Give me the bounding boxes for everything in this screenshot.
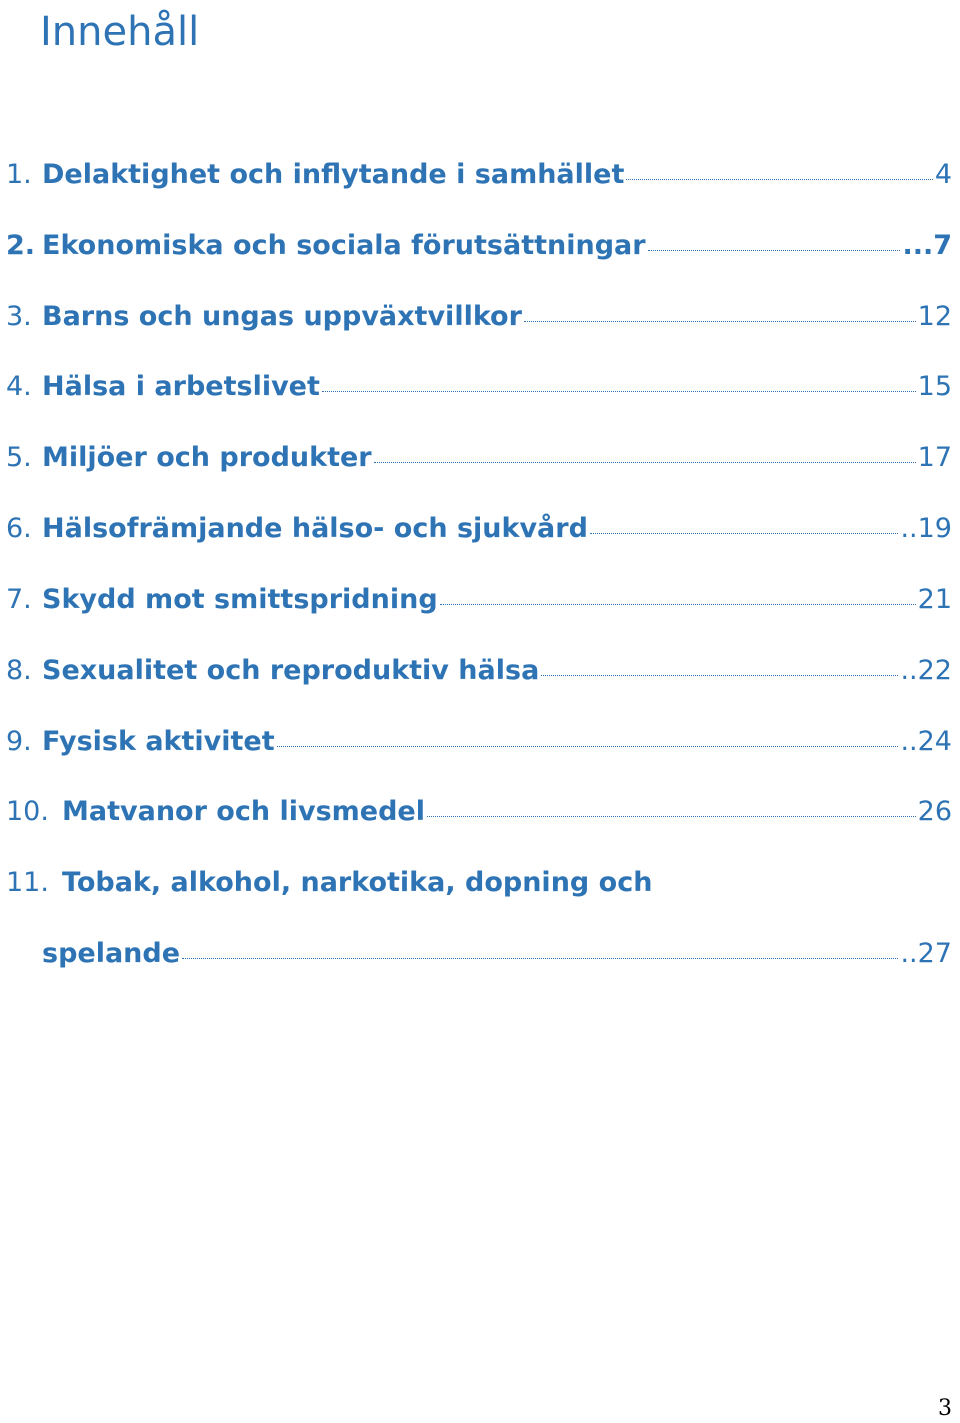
toc-entry-label: Hälsa i arbetslivet (42, 371, 320, 402)
toc-entry-number: 6. (6, 513, 32, 544)
toc-entry-number: 2. (6, 230, 36, 261)
dot-leader (524, 320, 916, 322)
page-number: 3 (938, 1396, 952, 1421)
toc-entry-label: Delaktighet och inflytande i samhället (42, 159, 625, 190)
dot-leader (626, 178, 932, 180)
toc-entry-page: 26 (917, 796, 952, 827)
toc-entry-11-continued[interactable] (0, 934, 960, 974)
toc-entry-number: 4. (6, 371, 32, 402)
toc-entry-page: 15 (917, 371, 952, 402)
toc-entry-7[interactable] (0, 580, 960, 620)
toc-entry-number: 7. (6, 584, 32, 615)
dot-leader (590, 532, 899, 534)
toc-entry-6[interactable] (0, 509, 960, 549)
toc-heading: Innehåll (40, 9, 200, 55)
toc-entry-number: 3. (6, 301, 32, 332)
toc-entry-1[interactable] (0, 155, 960, 195)
toc-entry-number: 11. (6, 867, 49, 898)
toc-entry-page: ..24 (900, 726, 952, 757)
toc-entry-label: Tobak, alkohol, narkotika, dopning och (62, 867, 653, 898)
toc-entry-number: 1. (6, 159, 32, 190)
toc-entry-label: Miljöer och produkter (42, 442, 372, 473)
dot-leader (277, 745, 899, 747)
toc-entry-label: Sexualitet och reproduktiv hälsa (42, 655, 540, 686)
toc-entry-number: 9. (6, 726, 32, 757)
toc-entry-label: Barns och ungas uppväxtvillkor (42, 301, 522, 332)
toc-entry-2[interactable] (0, 226, 960, 266)
toc-entry-label-continued: spelande (42, 938, 181, 969)
toc-entry-11[interactable] (0, 863, 960, 903)
toc-entry-5[interactable] (0, 438, 960, 478)
toc-entry-page: ..27 (900, 938, 952, 969)
toc-entry-page: ...7 (902, 230, 952, 261)
toc-entry-label: Hälsofrämjande hälso- och sjukvård (42, 513, 588, 544)
toc-entry-page: ..22 (900, 655, 952, 686)
dot-leader (322, 390, 916, 392)
toc-entry-8[interactable] (0, 651, 960, 691)
toc-entry-label: Matvanor och livsmedel (62, 796, 425, 827)
toc-entry-number: 5. (6, 442, 32, 473)
toc-entry-page: 12 (917, 301, 952, 332)
toc-entry-label: Fysisk aktivitet (42, 726, 275, 757)
toc-entry-page: 4 (934, 159, 952, 190)
toc-entry-3[interactable] (0, 297, 960, 337)
toc-entry-page: 21 (917, 584, 952, 615)
dot-leader (440, 603, 916, 605)
toc-entry-9[interactable] (0, 722, 960, 762)
toc-entry-label: Skydd mot smittspridning (42, 584, 438, 615)
toc-entry-number: 8. (6, 655, 32, 686)
toc-entry-page: 17 (917, 442, 952, 473)
toc-entry-number: 10. (6, 796, 49, 827)
toc-entry-4[interactable] (0, 367, 960, 407)
dot-leader (182, 957, 898, 959)
dot-leader (427, 815, 916, 817)
toc-entry-label: Ekonomiska och sociala förutsättningar (42, 230, 646, 261)
toc-entry-page: ..19 (900, 513, 952, 544)
dot-leader (541, 674, 898, 676)
toc-entry-10[interactable] (0, 792, 960, 832)
dot-leader (374, 461, 916, 463)
dot-leader (648, 249, 901, 251)
